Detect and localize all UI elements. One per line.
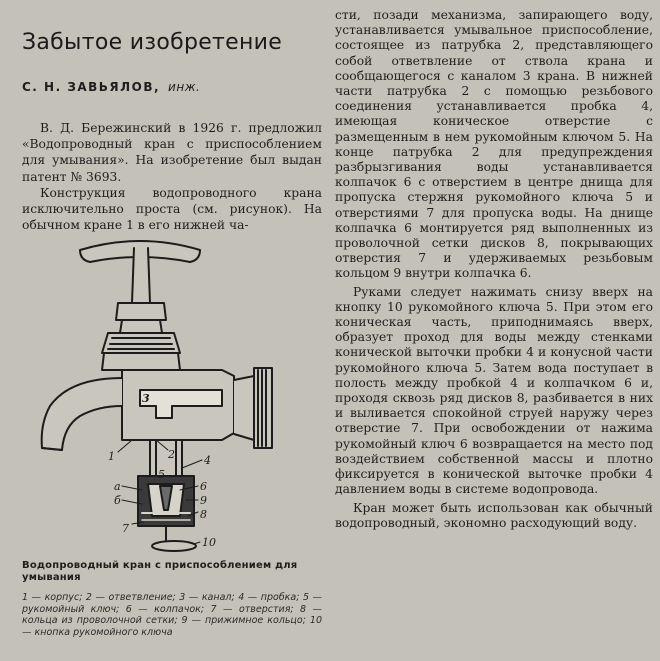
figure-label-5: 5 [158, 468, 165, 481]
figure-label-6: 6 [200, 480, 207, 493]
caption-legend: 1 — корпус; 2 — ответвление; 3 — канал; 4 — пробка; 5 — рукомойный ключ; 6 — колпачок; 7 — отверстия; 8 — кольца из проволочной сетки; 9 — прижимное кольцо; 10 — кнопка рукомойного ключа [22, 592, 322, 638]
paragraph-mechanism: сти, позади механизма, запирающего воду, устанавливается умывальное приспособление, состоящее из патрубка 2, представляющего собой ответвление от ствола крана и сообщающегося с каналом 3 крана. В нижней части патрубка 2 с помощью резьбового соединения устанавливается пробка 4, имеющая коническое отверстие с размещенным в нем рукомойным ключом 5. На конце патрубка 2 для предупреждения разбрызгивания воды устанавливается колпачок 6 с отверстием в центре днища для пропуска стержня рукомойного ключа 5 и отверстиями 7 для пропуска воды. На днище колпачка 6 монтируется ряд выполненных из проволочной сетки дисков 8, покрывающих отверстия 7 и удерживаемых резьбовым кольцом 9 внутри колпачка 6. [335, 8, 653, 281]
paragraph-construction: Конструкция водопроводного крана исключительно проста (см. рисунок). На обычном кране 1 в его нижней ча- [22, 185, 322, 233]
paragraph-conclusion: Кран может быть использован как обычный водопроводный, экономно расходующий воду. [335, 500, 653, 530]
author-role: инж. [168, 80, 201, 94]
article-author [22, 80, 200, 94]
author-name: С. Н. ЗАВЬЯЛОВ, [22, 80, 161, 94]
figure-label-b: б [114, 494, 121, 507]
figure-label-9: 9 [200, 494, 207, 507]
article-title: Забытое изобретение [22, 30, 283, 55]
paragraph-operation: Руками следует нажимать снизу вверх на кнопку 10 рукомойного ключа 5. При этом его коническая часть, приподнимаясь вверх, образует проход для воды между стенками конической выточки пробки 4 и конусной части рукомойного ключа 5. Затем вода поступает в полость между пробкой 4 и колпачком 6 и, проходя сквозь ряд дисков 8, разбивается в них и выливается спокойной струей наружу через отверстие 7. При освобождении от нажима рукомойный ключ 6 возвращается на место под воздействием собственной массы и плотно фиксируется в конической выточке пробки 4 давлением воды в системе водопровода. [335, 284, 653, 497]
figure-label-4: 4 [204, 454, 211, 467]
figure-label-a: a [114, 480, 121, 493]
paragraph-intro: В. Д. Бережинский в 1926 г. предложил «Водопроводный кран с приспособлением для умывания». На изобретение был выдан патент № 3693. [22, 121, 322, 184]
faucet-drawing [22, 228, 322, 553]
figure-label-2: 2 [168, 448, 175, 461]
figure-label-10: 10 [202, 536, 216, 549]
figure-label-3: 3 [142, 392, 150, 405]
figure-label-1: 1 [108, 450, 115, 463]
figure-caption [22, 560, 322, 638]
left-column-text [22, 120, 322, 233]
figure-label-8: 8 [200, 508, 207, 521]
faucet-diagram [22, 228, 322, 553]
caption-title: Водопроводный кран с приспособлением для умывания [22, 560, 298, 583]
right-column-text [335, 8, 653, 531]
figure-label-7: 7 [122, 522, 129, 535]
